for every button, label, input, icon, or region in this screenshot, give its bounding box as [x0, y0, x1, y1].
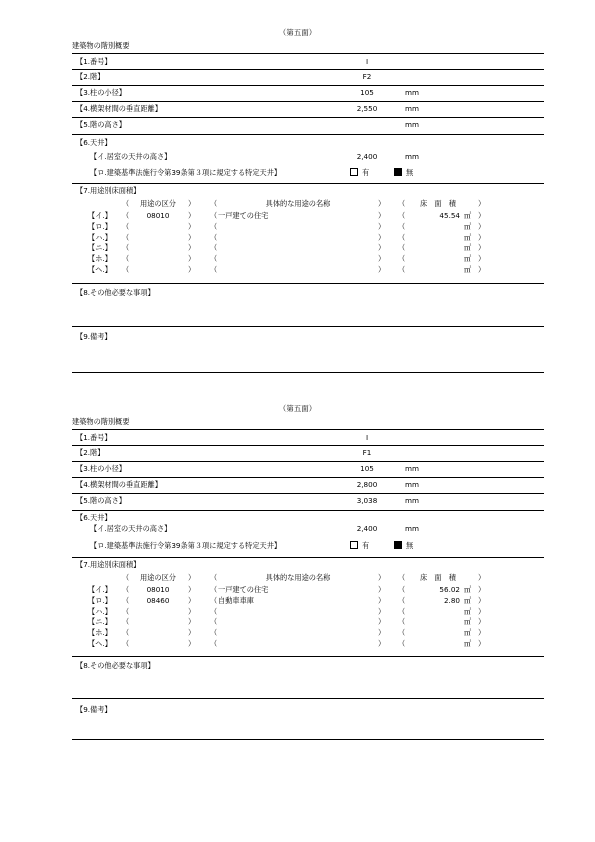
field-beam-distance: 【4.横架材間の垂直距離】 2,800 mm — [76, 480, 420, 489]
checkbox-checked-icon — [394, 168, 402, 176]
use-area-row: 【ヘ.】 （ ） （ ） （ ㎡ ） — [88, 265, 486, 274]
floor-area: 2.80 — [443, 595, 460, 605]
page-title: （第五面） — [278, 404, 317, 413]
area-unit: ㎡ — [464, 585, 472, 594]
use-code: 08010 — [146, 585, 170, 594]
area-unit: ㎡ — [464, 265, 472, 274]
area-unit: ㎡ — [464, 595, 472, 605]
use-area-row: 【ロ.】 （ ） （ ） （ ㎡ ） — [88, 221, 486, 231]
use-area-row: 【ホ.】 （ ） （ ） （ ㎡ ） — [88, 628, 486, 638]
checkbox-unchecked-icon — [350, 168, 358, 176]
field-column-diameter: 【3.柱の小径】 105 mm — [76, 88, 420, 97]
use-name: 自動車車庫 — [218, 595, 254, 605]
area-unit: ㎡ — [464, 243, 472, 253]
floor-area: 45.54 — [439, 211, 460, 220]
divider — [72, 283, 544, 284]
field-number: 【1.番号】 Ⅰ — [76, 433, 369, 442]
use-area-row: 【ハ.】 （ ） （ ） （ ㎡ ） — [88, 232, 486, 242]
checkbox-checked-icon — [394, 541, 402, 549]
area-unit: ㎡ — [464, 211, 472, 220]
ceiling-section-label: 【6.天井】 — [76, 513, 112, 522]
checkbox-unchecked-icon — [350, 541, 358, 549]
use-area-row: 【ヘ.】 （ ） （ ） （ ㎡ ） — [88, 639, 486, 648]
field-floor: 【2.階】 F1 — [76, 448, 372, 457]
ceiling-height: 【イ.居室の天井の高さ】 2,400 mm — [90, 152, 420, 161]
divider — [72, 557, 544, 558]
divider — [72, 134, 544, 135]
field-number: 【1.番号】 Ⅰ — [76, 57, 369, 66]
row-key: 【ロ.】 — [88, 221, 112, 231]
use-name: 一戸建ての住宅 — [218, 211, 269, 220]
use-area-row: 【ロ.】 （ 08460 ） （ 自動車車庫 ） （ 2.80 ㎡ ） — [88, 595, 486, 605]
special-ceiling: 【ロ.建築基準法施行令第39条第３項に規定する特定天井】 有 無 — [90, 168, 414, 177]
area-unit: ㎡ — [464, 221, 472, 231]
row-key: 【ハ.】 — [88, 606, 112, 616]
row-key: 【イ.】 — [88, 585, 112, 594]
field-floor-height: 【5.階の高さ】 mm — [76, 120, 420, 129]
row-key: 【ヘ.】 — [88, 265, 112, 274]
use-area-header: （ 用途の区分 ） （ 具体的な用途の名称 ） （ 床 面 積 ） — [122, 199, 486, 208]
field-beam-distance: 【4.横架材間の垂直距離】 2,550 mm — [76, 104, 420, 113]
area-unit: ㎡ — [464, 628, 472, 638]
use-name: 一戸建ての住宅 — [218, 585, 269, 594]
area-unit: ㎡ — [464, 606, 472, 616]
area-unit: ㎡ — [464, 254, 472, 264]
row-key: 【イ.】 — [88, 211, 112, 220]
use-code: 08460 — [146, 595, 170, 605]
use-area-header: （ 用途の区分 ） （ 具体的な用途の名称 ） （ 床 面 積 ） — [122, 573, 486, 582]
ceiling-section-label: 【6.天井】 — [76, 138, 112, 147]
use-area-section-label: 【7.用途別床面積】 — [76, 560, 141, 569]
field-floor-height: 【5.階の高さ】 3,038 mm — [76, 496, 420, 505]
form-caption: 建築物の階別概要 — [72, 417, 130, 426]
row-key: 【ニ.】 — [88, 617, 112, 627]
field-floor: 【2.階】 F2 — [76, 72, 372, 81]
divider — [72, 698, 544, 699]
option-no: 無 — [394, 167, 413, 179]
remarks: 【9.備考】 — [76, 705, 112, 714]
divider — [72, 739, 544, 740]
divider — [72, 510, 544, 511]
area-unit: ㎡ — [464, 617, 472, 627]
use-code: 08010 — [146, 211, 170, 220]
option-yes: 有 — [350, 540, 369, 552]
divider — [72, 326, 544, 327]
row-key: 【ハ.】 — [88, 232, 112, 242]
option-no: 無 — [394, 540, 413, 552]
row-key: 【ホ.】 — [88, 254, 112, 264]
divider — [72, 372, 544, 373]
other-matters: 【8.その他必要な事項】 — [76, 288, 155, 297]
option-yes: 有 — [350, 167, 369, 179]
field-column-diameter: 【3.柱の小径】 105 mm — [76, 464, 420, 473]
ceiling-height: 【イ.居室の天井の高さ】 2,400 mm — [90, 524, 420, 533]
divider — [72, 656, 544, 657]
use-area-row: 【ホ.】 （ ） （ ） （ ㎡ ） — [88, 254, 486, 264]
divider — [72, 53, 544, 54]
divider — [72, 183, 544, 184]
page-title: （第五面） — [278, 28, 317, 37]
form-caption: 建築物の階別概要 — [72, 41, 130, 50]
remarks: 【9.備考】 — [76, 332, 112, 341]
divider — [72, 429, 544, 430]
use-area-row: 【ハ.】 （ ） （ ） （ ㎡ ） — [88, 606, 486, 616]
use-area-row: 【ニ.】 （ ） （ ） （ ㎡ ） — [88, 617, 486, 627]
other-matters: 【8.その他必要な事項】 — [76, 661, 155, 670]
use-area-row: 【イ.】 （ 08010 ） （ 一戸建ての住宅 ） （ 56.02 ㎡ ） — [88, 585, 486, 594]
use-area-section-label: 【7.用途別床面積】 — [76, 186, 141, 195]
row-key: 【ロ.】 — [88, 595, 112, 605]
floor-area: 56.02 — [439, 585, 460, 594]
row-key: 【ニ.】 — [88, 243, 112, 253]
row-key: 【ホ.】 — [88, 628, 112, 638]
area-unit: ㎡ — [464, 639, 472, 648]
use-area-row: 【イ.】 （ 08010 ） （ 一戸建ての住宅 ） （ 45.54 ㎡ ） — [88, 211, 486, 220]
area-unit: ㎡ — [464, 232, 472, 242]
special-ceiling: 【ロ.建築基準法施行令第39条第３項に規定する特定天井】 有 無 — [90, 541, 414, 550]
use-area-row: 【ニ.】 （ ） （ ） （ ㎡ ） — [88, 243, 486, 253]
row-key: 【ヘ.】 — [88, 639, 112, 648]
